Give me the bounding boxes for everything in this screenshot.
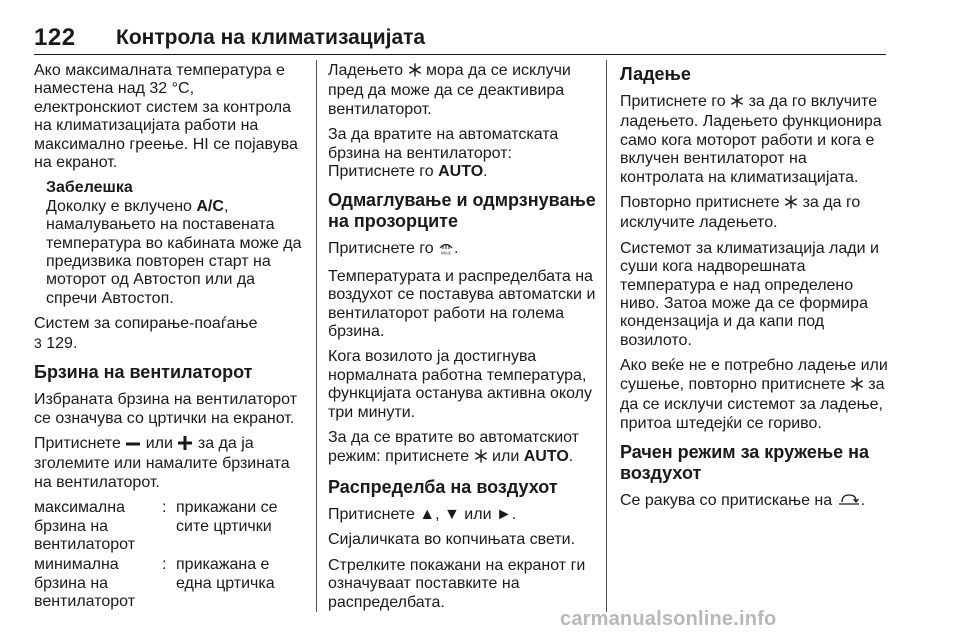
paragraph: Притиснете го за да го вклучите ладењето. Ладењето функционира само кога моторот работи и кога е вклучен вентилаторот на контролата на климатизацијата.	[620, 93, 882, 186]
paragraph: Ако веќе не е потребно ладење или сушење, повторно притиснете за да се исклучи системот за ладење, притоа штедејќи се гориво.	[620, 357, 888, 432]
ac-label: A/C	[196, 197, 224, 215]
minus-icon	[125, 437, 141, 455]
watermark: carmanualsonline.info	[560, 608, 777, 630]
definition-term: минимална брзина на вентилаторот	[34, 556, 136, 611]
section-heading: Одмаглување и одмрзнување на прозорците	[328, 190, 596, 232]
paragraph: Температурата и распределбата на воздухот се поставува автоматски и вентилаторот работи на голема брзина.	[328, 267, 596, 341]
paragraph: Притиснете ▲, ▼ или ►.	[328, 505, 517, 523]
plus-icon	[177, 436, 193, 455]
snowflake-icon	[850, 377, 864, 396]
column-2	[328, 62, 596, 619]
section-heading: Брзина на вентилаторот	[34, 362, 253, 383]
section-heading: Рачен режим за кружење на воздухот	[620, 441, 870, 483]
definition-term: максимална брзина на вентилаторот	[34, 499, 136, 553]
paragraph: За да се вратите во автоматскиот режим: притиснете или AUTO.	[328, 429, 596, 468]
paragraph: Повторно притиснете за да го исклучите ладењето.	[620, 194, 861, 232]
note-title: Забелешка	[46, 179, 133, 197]
section-heading: Ладење	[620, 64, 691, 84]
column-3	[620, 62, 888, 519]
paragraph: Системот за климатизација лади и суши кога надворешната температура е над определено ниво. Затоа може да се формира кондензација и да капи под возилото.	[620, 239, 879, 349]
page-number: 122	[34, 24, 76, 51]
snowflake-icon	[408, 63, 422, 82]
note-box	[46, 179, 302, 308]
column-1	[34, 62, 302, 614]
paragraph: Се ракува со притискање на .	[620, 492, 888, 512]
definition-desc: прикажани се сите цртички	[176, 499, 278, 535]
paragraph: Ако максималната температура е наместена над 32 °C, електронскиот систем за контрола на климатизацијата работи на максимално греење. HI се појавува на екранот.	[34, 62, 298, 172]
paragraph: Притиснете или за да ја зголемите или намалите брзината на вентилаторот.	[34, 434, 290, 491]
definition-desc: прикажана е една цртичка	[176, 556, 275, 592]
note-text: Доколку е вклучено A/C, намалувањето на поставената температура во кабината може да предизвика повторен старт на моторот од Автостоп или да спречи Автостоп.	[46, 197, 302, 307]
paragraph: Сијаличката во копчињата свети.	[328, 531, 576, 549]
paragraph: Притиснете го MAX .	[328, 240, 596, 260]
svg-text:MAX: MAX	[441, 250, 452, 256]
auto-label: AUTO	[523, 447, 569, 465]
paragraph: Кога возилото ја достигнува нормалната работна температура, функцијата останува активна околу три минути.	[328, 348, 592, 421]
column-divider	[316, 60, 317, 612]
definition-row: минимална брзина на вентилаторот : прикажана е една цртичка	[34, 556, 302, 611]
auto-label: AUTO	[438, 163, 484, 181]
recirculation-icon	[837, 493, 861, 512]
cross-reference[interactable]: Систем за сопирање-поаѓање 3 129.	[34, 315, 258, 352]
section-heading: Распределба на воздухот	[328, 476, 558, 497]
column-divider	[606, 60, 607, 612]
max-defrost-icon	[438, 241, 454, 260]
snowflake-icon	[474, 449, 488, 468]
xref-arrow-icon: 3	[34, 334, 42, 351]
paragraph: За да вратите на автоматската брзина на вентилаторот: Притиснете го AUTO.	[328, 126, 559, 181]
paragraph: Избраната брзина на вентилаторот се означува со цртички на екранот.	[34, 391, 298, 427]
paragraph: Ладењето мора да се исклучи пред да може да се деактивира вентилаторот.	[328, 62, 571, 118]
snowflake-icon	[730, 94, 744, 113]
snowflake-icon	[784, 195, 798, 214]
page-title: Контрола на климатизацијата	[116, 26, 426, 49]
header-rule	[34, 54, 886, 55]
paragraph: Стрелките покажани на екранот ги означуваат поставките на распределбата.	[328, 556, 586, 611]
definition-row: максимална брзина на вентилаторот : прикажани се сите цртички	[34, 499, 302, 554]
